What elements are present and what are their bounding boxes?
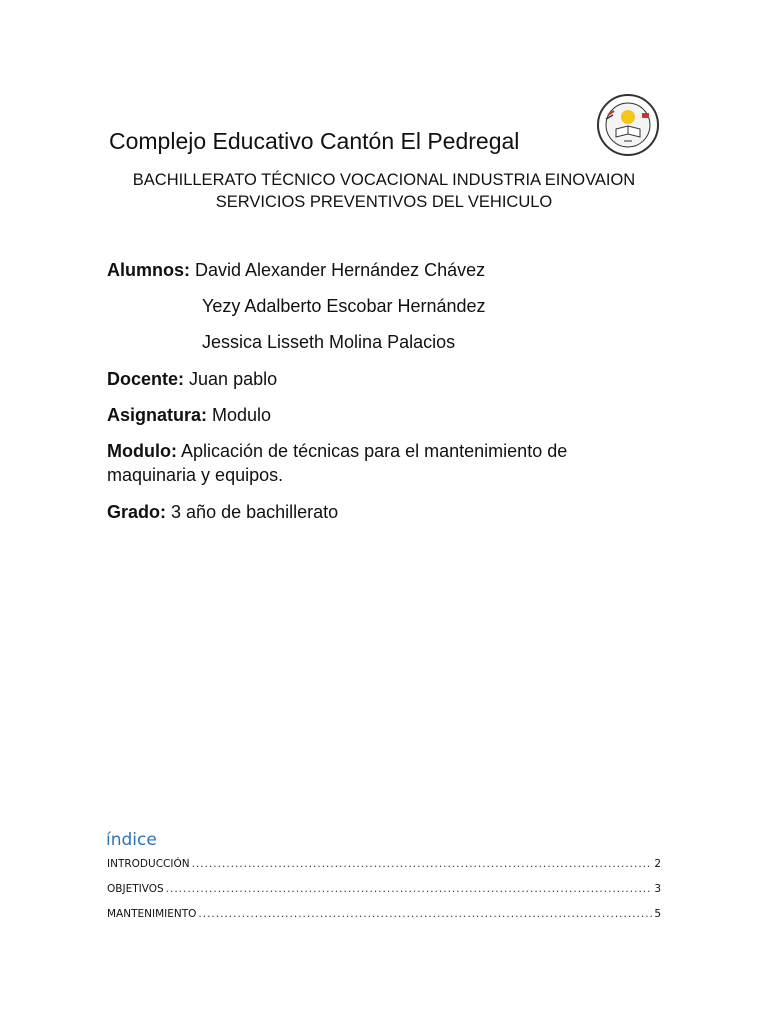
asignatura-row: [107, 403, 271, 427]
alumnos-label: Alumnos:: [107, 260, 190, 280]
modulo-label: Modulo:: [107, 441, 177, 461]
alumno-3: Jessica Lisseth Molina Palacios: [202, 332, 456, 352]
asignatura-value: Modulo: [212, 405, 272, 425]
toc-entry-label: MANTENIMIENTO: [107, 908, 197, 920]
grado-value: 3 año de bachillerato: [171, 502, 339, 522]
toc-heading: índice: [106, 830, 157, 850]
modulo-row: [107, 439, 647, 487]
toc-entry-page: 2: [654, 858, 661, 870]
grado-label: Grado:: [107, 502, 167, 522]
alumno-2: Yezy Adalberto Escobar Hernández: [202, 296, 486, 316]
asignatura-label: Asignatura:: [107, 405, 208, 425]
subject-title: SERVICIOS PREVENTIVOS DEL VEHICULO: [215, 193, 553, 211]
school-title: Complejo Educativo Cantón El Pedregal: [109, 128, 520, 154]
toc-entry-introduccion[interactable]: [107, 858, 661, 870]
toc-entry-objetivos[interactable]: [107, 883, 661, 895]
docente-row: [107, 367, 277, 391]
program-title: BACHILLERATO TÉCNICO VOCACIONAL INDUSTRIA EINOVAION: [132, 171, 636, 189]
docente-label: Docente:: [107, 369, 185, 389]
alumnos-row: [107, 258, 485, 282]
toc-leader: [198, 908, 652, 920]
toc-entry-mantenimiento[interactable]: [107, 908, 661, 920]
toc-entry-label: INTRODUCCIÓN: [107, 858, 190, 870]
toc-entry-page: 5: [654, 908, 661, 920]
toc-entry-label: OBJETIVOS: [107, 883, 164, 895]
toc-entry-page: 3: [654, 883, 661, 895]
alumno-1: David Alexander Hernández Chávez: [195, 260, 486, 280]
grado-row: [107, 500, 338, 524]
toc-leader: [192, 858, 653, 870]
toc-leader: [166, 883, 653, 895]
school-logo: [596, 93, 660, 157]
docente-value: Juan pablo: [189, 369, 278, 389]
modulo-value: Aplicación de técnicas para el mantenimiento de maquinaria y equipos.: [107, 441, 568, 485]
